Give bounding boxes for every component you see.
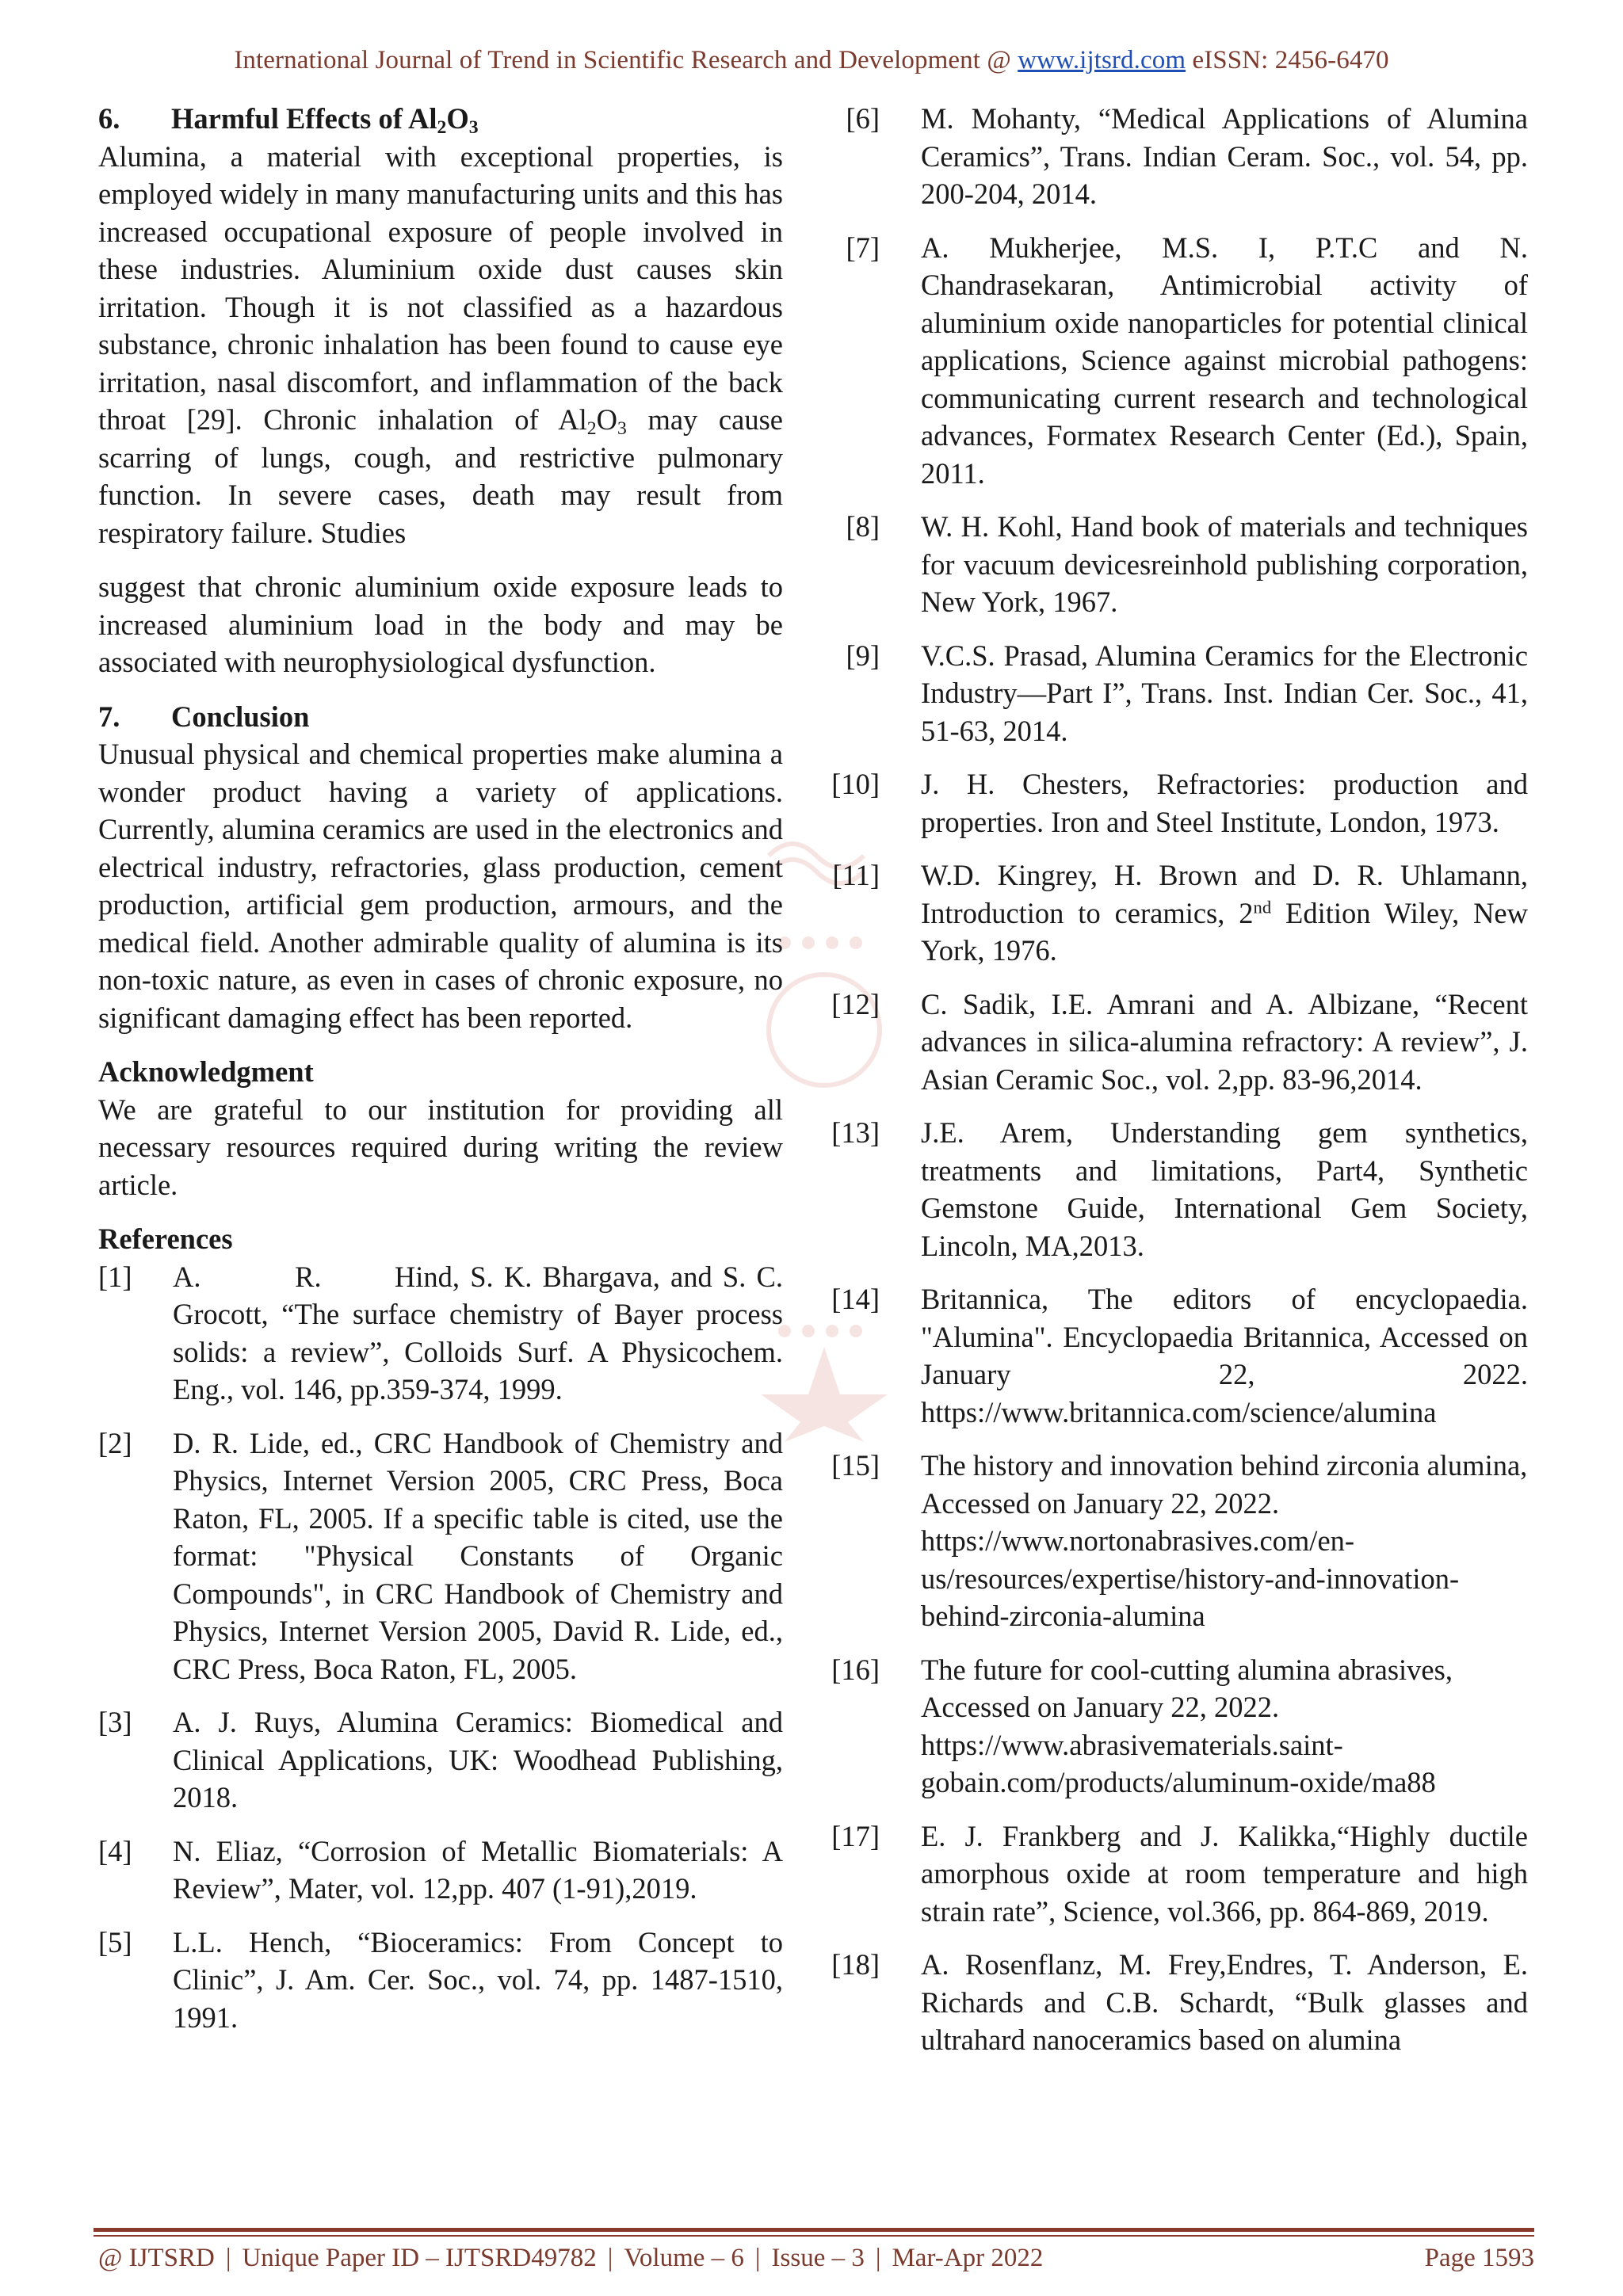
running-header bbox=[0, 46, 1623, 75]
text-run: W.D. Kingrey, H. Brown and D. R. Uhlamann, Introduction to ceramics, 2 bbox=[921, 859, 1528, 929]
reference-item bbox=[824, 1817, 1528, 1931]
reference-text: The history and innovation behind zirconia alumina, Accessed on January 22, 2022. https://www.nortonabrasives.com/en-us/resources/expertise/history-and-innovation-behind-zirconia-alumina bbox=[921, 1449, 1528, 1632]
reference-text: C. Sadik, I.E. Amrani and A. Albizane, “Recent advances in silica-alumina refractory: A review”, J. Asian Ceramic Soc., vol. 2,pp. 83-96,2014. bbox=[921, 987, 1528, 1096]
reference-item bbox=[98, 1924, 783, 2037]
section-6-paragraph-2: suggest that chronic aluminium oxide exposure leads to increased aluminium load in the body and may be associated with neurophysiological dysfunction. bbox=[98, 570, 783, 678]
reference-number: [16] bbox=[831, 1653, 880, 1686]
reference-text: The future for cool-cutting alumina abrasives, Accessed on January 22, 2022. https://www.abrasivematerials.saint-gobain.com/products/aluminum-oxide/ma88 bbox=[921, 1653, 1453, 1798]
footer-rule bbox=[94, 2228, 1534, 2232]
footer-rule-thin bbox=[94, 2235, 1534, 2237]
reference-number: [5] bbox=[98, 1925, 132, 1958]
right-column bbox=[824, 100, 1528, 2075]
reference-number: [8] bbox=[846, 510, 880, 543]
reference-text: M. Mohanty, “Medical Applications of Alumina Ceramics”, Trans. Indian Ceram. Soc., vol. 54, pp. 200-204, 2014. bbox=[921, 102, 1528, 210]
left-column bbox=[98, 100, 783, 2052]
section-6-heading bbox=[98, 100, 783, 138]
reference-number: [6] bbox=[846, 102, 880, 135]
reference-item bbox=[824, 1114, 1528, 1264]
reference-number: [4] bbox=[98, 1834, 132, 1867]
reference-item bbox=[824, 100, 1528, 213]
reference-number: [10] bbox=[831, 768, 880, 800]
acknowledgment-paragraph: We are grateful to our institution for providing all necessary resources required during writing the review article. bbox=[98, 1093, 783, 1201]
journal-website-link[interactable]: www.ijtsrd.com bbox=[1018, 46, 1186, 74]
footer-separator: | bbox=[875, 2244, 881, 2272]
footer-paper-id: Unique Paper ID – IJTSRD49782 bbox=[242, 2244, 597, 2272]
reference-number: [2] bbox=[98, 1426, 132, 1459]
subscript: 3 bbox=[468, 116, 479, 138]
subscript: 3 bbox=[617, 418, 627, 439]
footer-issue: Issue – 3 bbox=[771, 2244, 865, 2272]
acknowledgment-heading: Acknowledgment bbox=[98, 1055, 314, 1088]
text-run: Edition Wiley, New York, 1976. bbox=[921, 896, 1528, 967]
reference-text: A. R. Hind, S. K. Bhargava, and S. C. Grocott, “The surface chemistry of Bayer process solids: a review”, Colloids Surf. A Physicochem. Eng., vol. 146, pp.359-374, 1999. bbox=[173, 1260, 783, 1405]
reference-text: A. J. Ruys, Alumina Ceramics: Biomedical and Clinical Applications, UK: Woodhead Publishing, 2018. bbox=[173, 1706, 783, 1814]
subscript: 2 bbox=[437, 116, 447, 138]
reference-item bbox=[98, 1258, 783, 1409]
reference-text: D. R. Lide, ed., CRC Handbook of Chemistry and Physics, Internet Version 2005, CRC Press, Boca Raton, FL, 2005. If a specific table is cited, use the format: "Physical Constants of Organic Compounds", in CRC Handbook of Chemistry and Physics, Internet Version 2005, David R. Lide, ed., CRC Press, Boca Raton, FL, 2005. bbox=[173, 1426, 783, 1685]
reference-text: A. Rosenflanz, M. Frey,Endres, T. Anderson, E. Richards and C.B. Schardt, “Bulk glasses and ultrahard nanoceramics based on alumina bbox=[921, 1948, 1528, 2056]
reference-text: V.C.S. Prasad, Alumina Ceramics for the Electronic Industry—Part I”, Trans. Inst. Indian Cer. Soc., 41, 51-63, 2014. bbox=[921, 639, 1528, 747]
reference-text: W. H. Kohl, Hand book of materials and techniques for vacuum devicesreinhold publishing corporation, New York, 1967. bbox=[921, 510, 1528, 618]
reference-item bbox=[824, 1280, 1528, 1431]
superscript: nd bbox=[1253, 897, 1272, 917]
reference-item bbox=[824, 1946, 1528, 2059]
section-6-paragraph-1 bbox=[98, 138, 783, 552]
section-7-heading bbox=[98, 698, 783, 736]
subscript: 2 bbox=[586, 418, 597, 439]
conclusion-paragraph: Unusual physical and chemical properties make alumina a wonder product having a variety of applications. Currently, alumina ceramics are used in the electronics and electrical industry, refractories, glass production, cement production, artificial gem production, armours, and the medical field. Another admirable quality of alumina is its non-toxic nature, as even in cases of chronic exposure, no significant damaging effect has been reported. bbox=[98, 738, 783, 1034]
reference-text bbox=[921, 856, 1528, 970]
footer-info bbox=[98, 2244, 1043, 2273]
reference-number: [18] bbox=[831, 1948, 880, 1981]
reference-text: J. H. Chesters, Refractories: production and properties. Iron and Steel Institute, London, 1973. bbox=[921, 768, 1528, 838]
reference-number: [15] bbox=[831, 1449, 880, 1482]
references-list-left bbox=[98, 1258, 783, 2037]
references-heading: References bbox=[98, 1222, 233, 1255]
page-number: Page 1593 bbox=[1424, 2244, 1534, 2272]
footer-separator: | bbox=[607, 2244, 613, 2272]
text-run: Alumina, a material with exceptional properties, is employed widely in many manufacturing units and this has increased occupational exposure of people involved in these industries. Aluminium oxide dust causes skin irritation. Though it is not classified as a hazardous substance, chronic inhalation has been found to cause eye irritation, nasal discomfort, and inflammation of the back throat [29]. Chronic inhalation of Al bbox=[98, 139, 783, 436]
reference-item bbox=[98, 1703, 783, 1817]
footer-volume: Volume – 6 bbox=[624, 2244, 744, 2272]
reference-item bbox=[824, 1651, 1528, 1802]
reference-item bbox=[824, 765, 1528, 841]
reference-item bbox=[824, 856, 1528, 970]
reference-item bbox=[824, 229, 1528, 493]
section-number: 6. bbox=[98, 102, 120, 135]
reference-item bbox=[824, 637, 1528, 750]
reference-number: [12] bbox=[831, 987, 880, 1020]
text-run: O bbox=[596, 403, 617, 436]
footer-date: Mar-Apr 2022 bbox=[892, 2244, 1044, 2272]
reference-number: [14] bbox=[831, 1283, 880, 1315]
section-title: Conclusion bbox=[171, 700, 310, 733]
reference-number: [1] bbox=[98, 1260, 132, 1293]
reference-text: J.E. Arem, Understanding gem synthetics, treatments and limitations, Part4, Synthetic Gemstone Guide, International Gem Society, Lincoln, MA,2013. bbox=[921, 1116, 1528, 1262]
reference-number: [9] bbox=[846, 639, 880, 672]
reference-number: [17] bbox=[831, 1819, 880, 1852]
reference-number: [7] bbox=[846, 231, 880, 264]
footer-separator: | bbox=[754, 2244, 761, 2272]
footer-journal: @ IJTSRD bbox=[98, 2244, 215, 2272]
reference-text: L.L. Hench, “Bioceramics: From Concept to Clinic”, J. Am. Cer. Soc., vol. 74, pp. 1487-1510, 1991. bbox=[173, 1925, 783, 2034]
reference-text: Britannica, The editors of encyclopaedia. "Alumina". Encyclopaedia Britannica, Accessed on January 22, 2022. https://www.britannica.com/science/alumina bbox=[921, 1283, 1528, 1428]
footer-separator: | bbox=[225, 2244, 231, 2272]
reference-number: [13] bbox=[831, 1116, 880, 1149]
reference-number: [11] bbox=[832, 859, 880, 891]
reference-item bbox=[98, 1425, 783, 1688]
text-run: may cause scarring of lungs, cough, and restrictive pulmonary function. In severe cases, death may result from respiratory failure. Studies bbox=[98, 403, 783, 549]
reference-text: A. Mukherjee, M.S. I, P.T.C and N. Chandrasekaran, Antimicrobial activity of aluminium oxide nanoparticles for potential clinical applications, Science against microbial pathogens: communicating current research and technological advances, Formatex Research Center (Ed.), Spain, 2011. bbox=[921, 231, 1528, 490]
reference-number: [3] bbox=[98, 1706, 132, 1738]
reference-item bbox=[824, 508, 1528, 621]
reference-text: N. Eliaz, “Corrosion of Metallic Biomaterials: A Review”, Mater, vol. 12,pp. 407 (1-91),2019. bbox=[173, 1834, 783, 1905]
reference-item bbox=[824, 1447, 1528, 1635]
reference-text: E. J. Frankberg and J. Kalikka,“Highly ductile amorphous oxide at room temperature and high strain rate”, Science, vol.366, pp. 864-869, 2019. bbox=[921, 1819, 1528, 1928]
running-footer bbox=[98, 2244, 1534, 2273]
journal-name: International Journal of Trend in Scientific Research and Development @ bbox=[234, 46, 1018, 74]
section-title: Harmful Effects of Al bbox=[171, 102, 437, 135]
issn: eISSN: 2456-6470 bbox=[1186, 46, 1389, 74]
section-title-part: O bbox=[446, 102, 469, 135]
reference-item bbox=[98, 1833, 783, 1908]
reference-item bbox=[824, 986, 1528, 1099]
section-number: 7. bbox=[98, 700, 120, 733]
